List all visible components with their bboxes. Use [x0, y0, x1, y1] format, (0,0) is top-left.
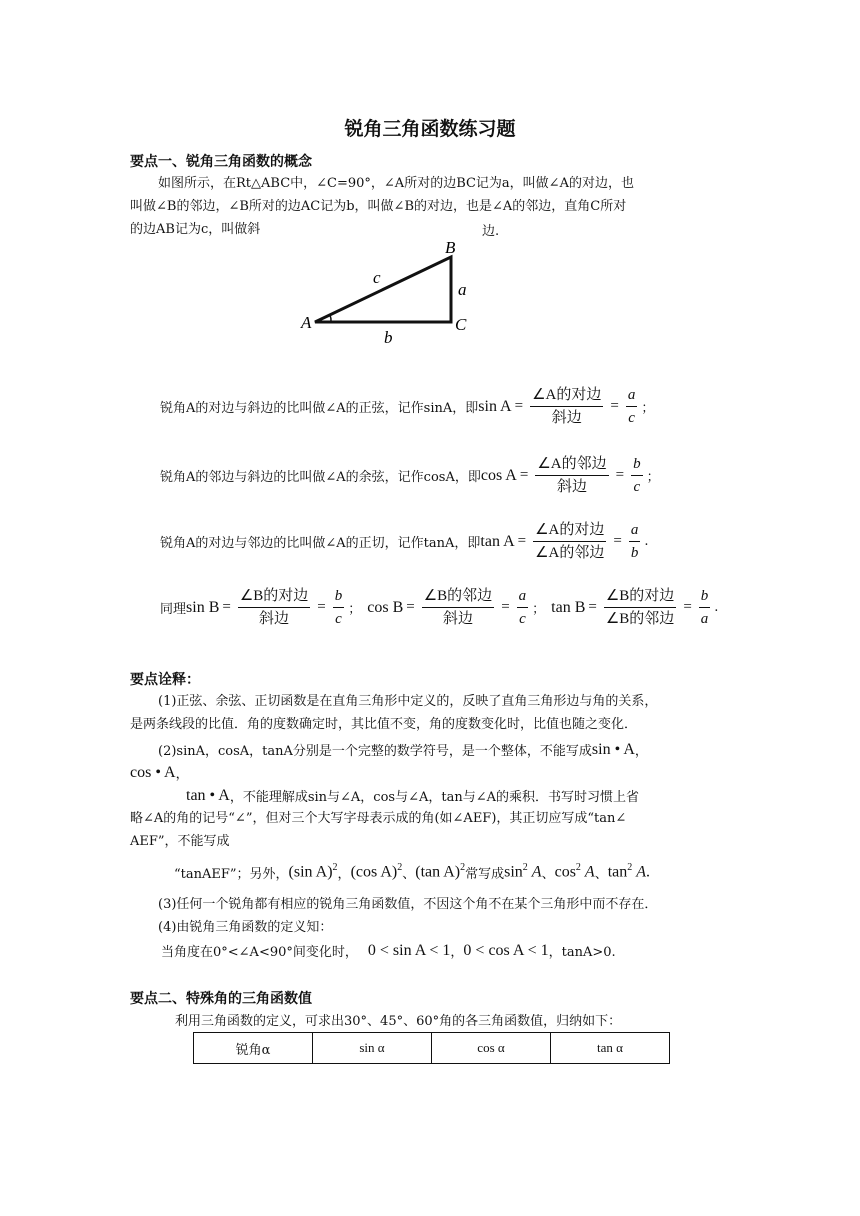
note-4-line-1: (4)由锐角三角函数的定义知：: [158, 920, 333, 935]
sin-squared: $\sin^2 A$: [504, 862, 542, 881]
section2-heading: 要点二、特殊角的三角函数值: [130, 991, 312, 1007]
section1-heading: 要点一、锐角三角函数的概念: [130, 154, 312, 170]
sin-a-fraction-words: $\frac{\text{∠A的对边}}{\text{斜边}}$: [532, 387, 602, 426]
special-angles-table: [193, 1032, 670, 1064]
equals-sign: =: [514, 398, 524, 414]
cos-dot-a: cos • A: [130, 763, 176, 781]
sin-b-fraction-words: $\frac{\text{∠B的对边}}{\text{斜边}}$: [239, 588, 309, 627]
tan-definition-text: 锐角A的对边与邻边的比叫做∠A的正切，记作tanA，即: [160, 536, 481, 551]
cos-definition: 锐角A的邻边与斜边的比叫做∠A的余弦，记作cosA，即 cos A = $\frac{\text{∠A的邻边}}{\text{斜边}}$ = $\frac{b}{c}$ ；: [160, 456, 660, 495]
triangle-shape: [315, 257, 451, 322]
sin-a-fraction-letters: $\frac{a}{c}$: [627, 387, 636, 426]
tan-a-fraction-words: $\frac{\text{∠A的对边}}{\text{∠A的邻边}}$: [535, 522, 605, 561]
sin-b-lhs: sin B: [186, 598, 220, 616]
sin-definition-text: 锐角A的对边与斜边的比叫做∠A的正弦，记作sinA，即: [160, 401, 479, 416]
header-sin: sin α: [313, 1033, 432, 1064]
table-header-row: [194, 1033, 670, 1064]
intro-line-2: 叫做∠B的邻边，∠B所对的边AC记为b，叫做∠B的对边，也是∠A的邻边，直角C所对: [130, 199, 627, 214]
sin-definition: 锐角A的对边与斜边的比叫做∠A的正弦，记作sinA，即 sin A = $\frac{\text{∠A的对边}}{\text{斜边}}$ = $\frac{a}{c}$ ；: [160, 387, 655, 426]
cos-squared-paren: (cos A)$^2$: [350, 862, 403, 881]
tan-squared: $\tan^2 A$.: [607, 862, 651, 881]
intro-line-3a: 的边AB记为c，叫做斜: [130, 222, 261, 237]
cos-a-fraction-words: $\frac{\text{∠A的邻边}}{\text{斜边}}$: [537, 456, 607, 495]
cos-a-lhs: cos A: [480, 466, 517, 484]
sin-squared-paren: (sin A)$^2$: [288, 862, 338, 881]
side-c-label: c: [373, 268, 381, 287]
vertex-b-label: B: [445, 238, 456, 257]
note-2-line-3: tan • A ，不能理解成sin与∠A，cos与∠A，tan与∠A的乘积．书写时习惯上省: [186, 786, 639, 805]
tan-b-fraction-letters: $\frac{b}{a}$: [700, 588, 709, 627]
page-title: 锐角三角函数练习题: [344, 118, 516, 140]
likewise-text: 同理: [160, 602, 187, 617]
note-2-line-5: AEF”，不能写成: [130, 834, 230, 849]
note-3: (3)任何一个锐角都有相应的锐角三角函数值，不因这个角不在某个三角形中而不存在．: [158, 897, 658, 912]
sin-range: 0 < sin A < 1: [367, 941, 451, 959]
cos-definition-text: 锐角A的邻边与斜边的比叫做∠A的余弦，记作cosA，即: [160, 470, 481, 485]
note-2-line-6: “tanAEF”；另外， (sin A)$^2$ ， (cos A)$^2$ 、 (tan A)$^2$ 常写成 $\sin^2 A$ 、 $\cos^2 A$ 、 $\tan^2 A$.: [174, 862, 651, 882]
side-b-label: b: [384, 328, 393, 347]
vertex-a-label: A: [301, 313, 312, 332]
tan-b-fraction-words: $\frac{\text{∠B的对边}}{\text{∠B的邻边}}$: [605, 588, 675, 627]
tan-a-lhs: tan A: [480, 532, 515, 550]
tan-dot-a: tan • A: [186, 786, 230, 804]
note-2-line-4: 略∠A的角的记号“∠”，但对三个大写字母表示成的角(如∠AEF)，其正切应写成“tan∠: [130, 811, 627, 826]
cos-range: 0 < cos A < 1: [463, 941, 549, 959]
note-1-line-2: 是两条线段的比值．角的度数确定时，其比值不变，角的度数变化时，比值也随之变化．: [130, 717, 638, 732]
notes-heading: 要点诠释：: [130, 672, 200, 688]
note-4-line-2: 当角度在0°<∠A<90°间变化时， 0 < sin A < 1 ， 0 < cos A < 1 ，tanA>0.: [161, 941, 616, 960]
cos-squared: $\cos^2 A$: [554, 862, 595, 881]
intro-line-1: 如图所示，在Rt△ABC中，∠C=90°，∠A所对的边BC记为a，叫做∠A的对边，也: [158, 176, 634, 191]
note-2-line-2: cos • A ，: [130, 763, 189, 782]
cos-b-fraction-letters: $\frac{a}{c}$: [518, 588, 527, 627]
cos-b-lhs: cos B: [367, 598, 404, 616]
sin-b-fraction-letters: $\frac{b}{c}$: [334, 588, 343, 627]
angle-b-definitions: 同理 sin B = $\frac{\text{∠B的对边}}{\text{斜边}}$ = $\frac{b}{c}$ ； cos B = $\frac{\text{∠B的邻边}}{\text{斜边}}$ = $\frac{a}{c}$ ； tan B = $\frac{\text{∠B的对边}}{\text{∠B的邻边}}$ = $\frac{b}{a}$ .: [160, 588, 719, 627]
side-a-label: a: [458, 280, 467, 299]
tan-b-lhs: tan B: [551, 598, 586, 616]
tan-definition: 锐角A的对边与邻边的比叫做∠A的正切，记作tanA，即 tan A = $\frac{\text{∠A的对边}}{\text{∠A的邻边}}$ = $\frac{a}{b}$ .: [160, 522, 649, 561]
vertex-c-label: C: [455, 315, 467, 334]
intro-line-3b: 边.: [482, 224, 500, 239]
note-2-line-1: (2)sinA，cosA，tanA分别是一个完整的数学符号，是一个整体，不能写成 sin • A ，: [158, 740, 648, 759]
header-tan: tan α: [551, 1033, 670, 1064]
sin-a-lhs: sin A: [478, 397, 512, 415]
tan-a-fraction-letters: $\frac{a}{b}$: [630, 522, 639, 561]
section2-intro: 利用三角函数的定义，可求出30°、45°、60°角的各三角函数值，归纳如下：: [175, 1014, 622, 1029]
note-1-line-1: (1)正弦、余弦、正切函数是在直角三角形中定义的，反映了直角三角形边与角的关系，: [158, 694, 658, 709]
cos-a-fraction-letters: $\frac{b}{c}$: [633, 456, 641, 495]
header-cos: cos α: [432, 1033, 551, 1064]
cos-b-fraction-words: $\frac{\text{∠B的邻边}}{\text{斜边}}$: [423, 588, 493, 627]
tan-squared-paren: (tan A)$^2$: [415, 862, 466, 881]
right-triangle-figure: [290, 236, 490, 351]
sin-dot-a: sin • A: [591, 740, 635, 758]
header-angle: 锐角α: [194, 1033, 313, 1064]
